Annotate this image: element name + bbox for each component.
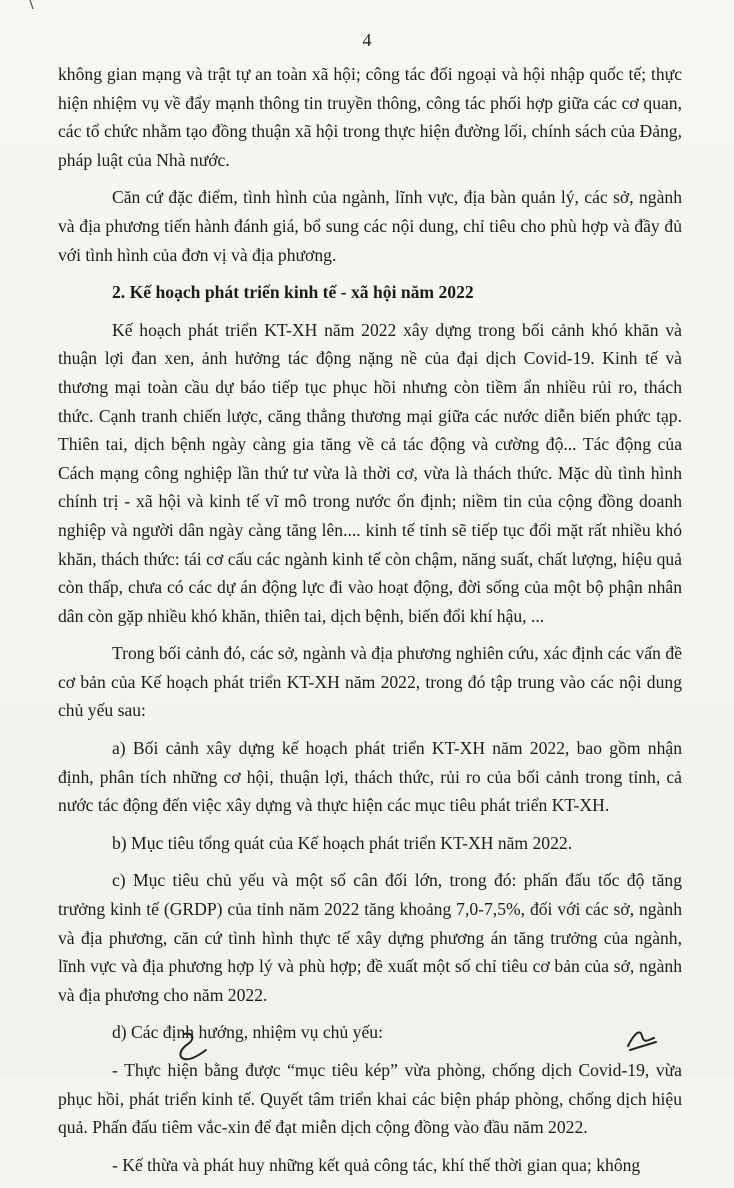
paragraph: a) Bối cảnh xây dựng kế hoạch phát triển KT-XH năm 2022, bao gồm nhận định, phân tích những cơ hội, thuận lợi, thách thức, rủi ro của bối cảnh trong tỉnh, cả nước tác động đến việc xây dựng và thực hiện các mục tiêu phát triển KT-XH. — [58, 738, 682, 816]
initial-signature-right — [622, 1024, 662, 1054]
paragraph: - Kế thừa và phát huy những kết quả công tác, khí thế thời gian qua; không — [112, 1154, 641, 1175]
paragraph: c) Mục tiêu chủ yếu và một số cân đối lớn, trong đó: phấn đấu tốc độ tăng trưởng kinh tế (GRDP) của tỉnh năm 2022 tăng khoảng 7,0-7,5%, đối với các sở, ngành và địa phương, căn cứ tình hình thực tế xây dựng phương án tăng trưởng của ngành, lĩnh vực và địa phương hợp lý và phù hợp; đề xuất một số chỉ tiêu cơ bản của sở, ngành và địa phương cho năm 2022. — [58, 870, 682, 1005]
document-body — [58, 60, 682, 1188]
paragraph: - Thực hiện bằng được “mục tiêu kép” vừa phòng, chống dịch Covid-19, vừa phục hồi, phát triển kinh tế. Quyết tâm triển khai các biện pháp phòng, chống dịch hiệu quả. Phấn đấu tiêm vắc-xin để đạt miễn dịch cộng đồng vào đầu năm 2022. — [58, 1060, 682, 1138]
paragraph: d) Các định hướng, nhiệm vụ chủ yếu: — [112, 1022, 383, 1043]
paragraph: không gian mạng và trật tự an toàn xã hội; công tác đối ngoại và hội nhập quốc tế; thực hiện nhiệm vụ về đẩy mạnh thông tin truyền thông, công tác phối hợp giữa các cơ quan, các tổ chức nhằm tạo đồng thuận xã hội trong thực hiện đường lối, chính sách của Đảng, pháp luật của Nhà nước. — [58, 64, 682, 170]
paragraph: Trong bối cảnh đó, các sở, ngành và địa phương nghiên cứu, xác định các vấn đề cơ bản của Kế hoạch phát triển KT-XH năm 2022, trong đó tập trung vào các nội dung chủ yếu sau: — [58, 643, 682, 721]
paragraph: Kế hoạch phát triển KT-XH năm 2022 xây dựng trong bối cảnh khó khăn và thuận lợi đan xen, ảnh hưởng tác động nặng nề của đại dịch Covid-19. Kinh tế và thương mại toàn cầu dự báo tiếp tục phục hồi nhưng còn tiềm ẩn nhiều rủi ro, thách thức. Cạnh tranh chiến lược, căng thẳng thương mại giữa các nước diễn biến phức tạp. Thiên tai, dịch bệnh ngày càng gia tăng về cả tác động và cường độ... Tác động của Cách mạng công nghiệp lần thứ tư vừa là thời cơ, vừa là thách thức. Mặc dù tình hình chính trị - xã hội và kinh tế vĩ mô trong nước ổn định; niềm tin của cộng đồng doanh nghiệp và người dân ngày càng tăng lên.... kinh tế tỉnh sẽ tiếp tục đối mặt rất nhiều khó khăn, thách thức: tái cơ cấu các ngành kinh tế còn chậm, năng suất, chất lượng, hiệu quả còn thấp, chưa có các dự án động lực đi vào hoạt động, đời sống của một bộ phận nhân dân còn gặp nhiều khó khăn, thiên tai, dịch bệnh, biến đổi khí hậu, ... — [58, 319, 682, 626]
initial-signature-left — [172, 1030, 212, 1066]
paragraph: b) Mục tiêu tổng quát của Kế hoạch phát triển KT-XH năm 2022. — [112, 832, 573, 853]
section-heading: 2. Kế hoạch phát triển kinh tế - xã hội năm 2022 — [112, 282, 474, 303]
paragraph: Căn cứ đặc điểm, tình hình của ngành, lĩnh vực, địa bàn quản lý, các sở, ngành và địa phương tiến hành đánh giá, bổ sung các nội dung, chỉ tiêu cho phù hợp và đầy đủ với tình hình của đơn vị và địa phương. — [58, 187, 682, 265]
scan-mark — [28, 0, 36, 10]
page-number: 4 — [362, 30, 372, 50]
